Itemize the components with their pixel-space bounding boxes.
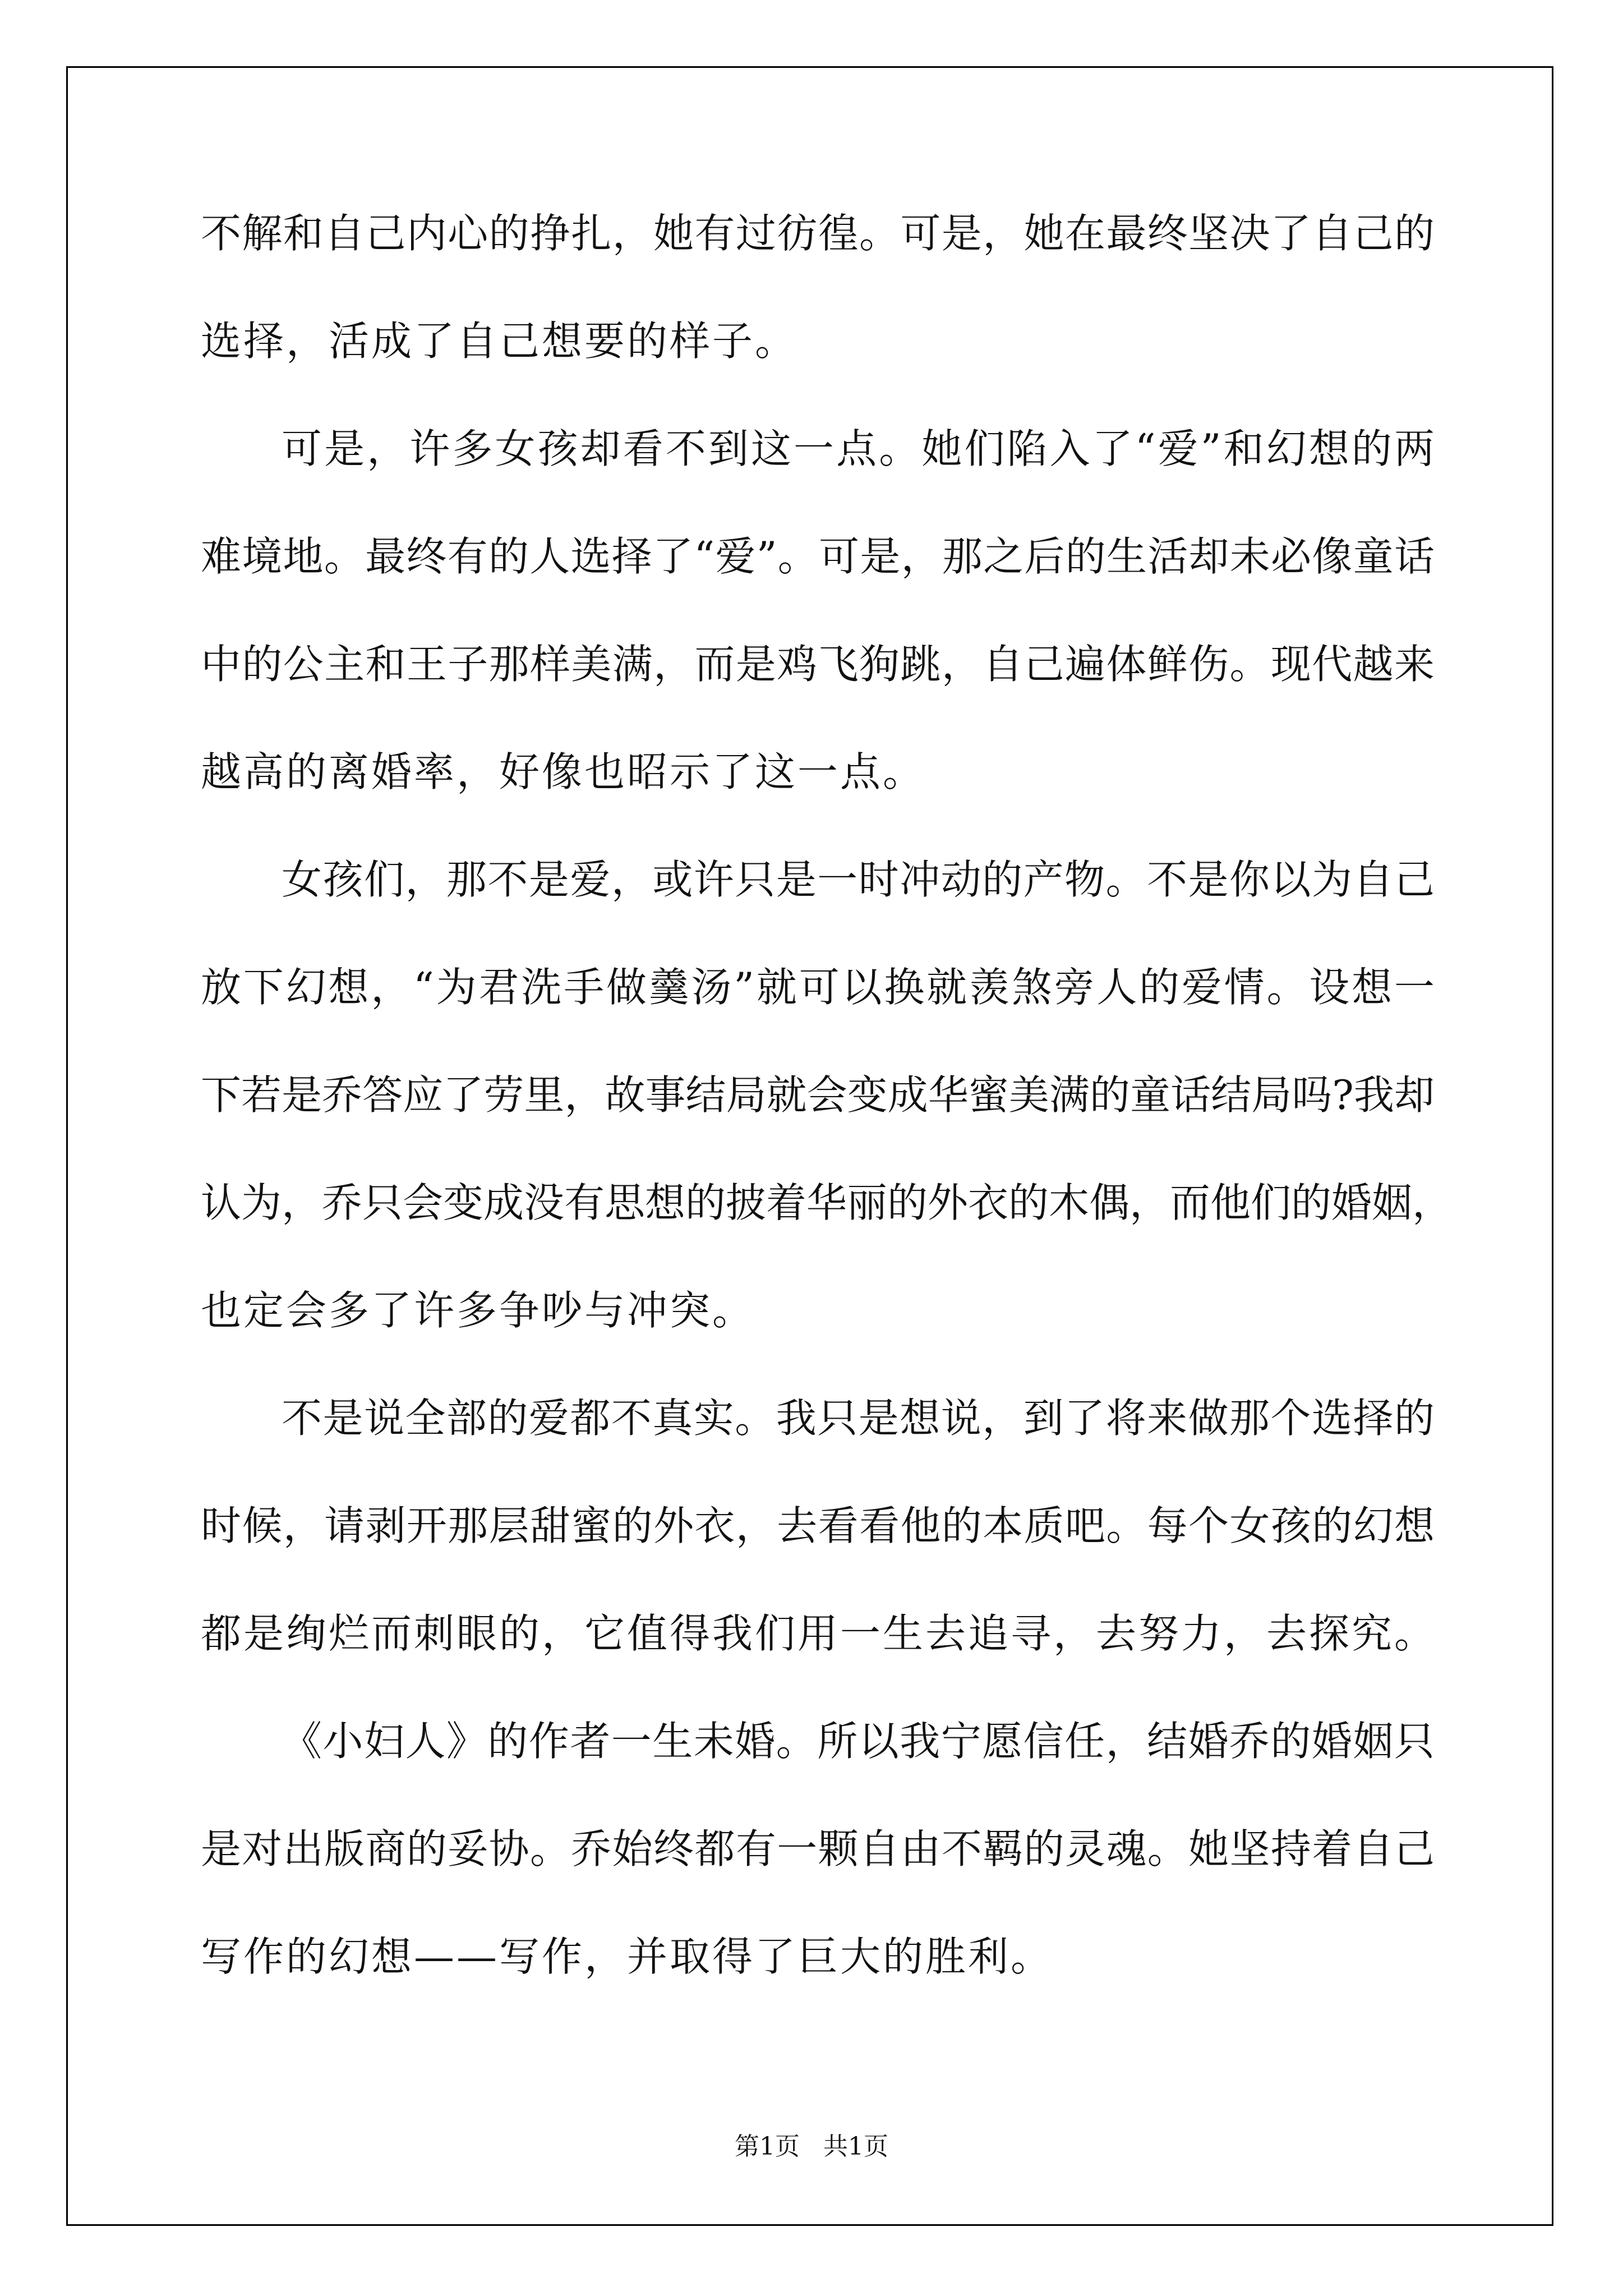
- text-line: 下若是乔答应了劳里，故事结局就会变成华蜜美满的童话结局吗?我却: [201, 1071, 1435, 1119]
- paragraph-first-line: 不是说全部的爱都不真实。我只是想说，到了将来做那个选择的: [282, 1395, 1435, 1442]
- paragraph-first-line: 女孩们，那不是爱，或许只是一时冲动的产物。不是你以为自己: [282, 856, 1435, 903]
- text-line: 越高的离婚率，好像也昭示了这一点。: [201, 748, 926, 795]
- text-line: 写作的幻想——写作，并取得了巨大的胜利。: [201, 1933, 1054, 1980]
- text-line: 时候，请剥开那层甜蜜的外衣，去看看他的本质吧。每个女孩的幻想: [201, 1502, 1435, 1549]
- text-line: 选择，活成了自己想要的样子。: [201, 318, 798, 365]
- text-line: 放下幻想，“为君洗手做羹汤”就可以换就羡煞旁人的爱情。设想一: [201, 964, 1435, 1011]
- document-body: [201, 210, 1453, 2044]
- text-line: 都是绚烂而刺眼的，它值得我们用一生去追寻，去努力，去探究。: [201, 1610, 1437, 1657]
- paragraph-first-line: 《小妇人》的作者一生未婚。所以我宁愿信任，结婚乔的婚姻只: [282, 1718, 1435, 1765]
- text-line: 不解和自己内心的挣扎，她有过彷徨。可是，她在最终坚决了自己的: [201, 210, 1435, 257]
- text-line: 中的公主和王子那样美满，而是鸡飞狗跳，自己遍体鲜伤。现代越来: [201, 641, 1435, 688]
- text-line: 是对出版商的妥协。乔始终都有一颗自由不羁的灵魂。她坚持着自己: [201, 1825, 1435, 1872]
- paragraph-first-line: 可是，许多女孩却看不到这一点。她们陷入了“爱”和幻想的两: [282, 425, 1435, 472]
- text-line: 也定会多了许多争吵与冲突。: [201, 1287, 755, 1334]
- page-number-footer: 第1页 共1页: [735, 2132, 888, 2161]
- text-line: 难境地。最终有的人选择了“爱”。可是，那之后的生活却未必像童话: [201, 533, 1435, 580]
- text-line: 认为，乔只会变成没有思想的披着华丽的外衣的木偶，而他们的婚姻，: [201, 1179, 1453, 1226]
